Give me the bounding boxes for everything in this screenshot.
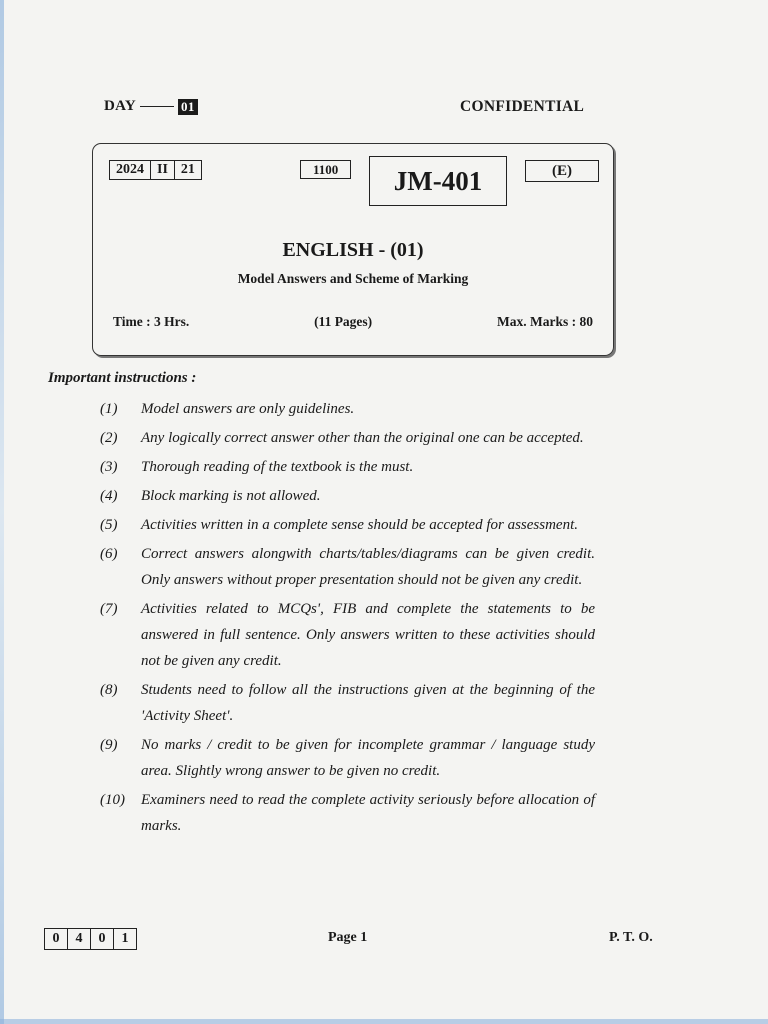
page-edge-left [0, 0, 4, 1024]
instruction-number: (9) [100, 737, 118, 753]
instruction-text: Examiners need to read the complete activity seriously before allocation of marks. [141, 792, 595, 834]
instruction-item [100, 483, 595, 509]
instruction-item [100, 541, 595, 593]
max-marks: Max. Marks : 80 [497, 314, 593, 329]
footer-code-cells [44, 928, 137, 950]
instruction-item [100, 425, 595, 451]
instruction-number: (1) [100, 401, 118, 417]
confidential-label: CONFIDENTIAL [460, 98, 585, 115]
time-allowed: Time : 3 Hrs. [113, 314, 190, 329]
paper-info-box [92, 143, 614, 356]
instruction-number: (4) [100, 488, 118, 504]
day-dash [140, 106, 174, 107]
instruction-item [100, 732, 595, 784]
subject-title: ENGLISH - (01) [282, 239, 424, 261]
pto-label: P. T. O. [609, 930, 653, 945]
day-indicator [104, 98, 198, 115]
instruction-item [100, 454, 595, 480]
language-code: (E) [525, 160, 599, 182]
footer-code-digit: 0 [91, 929, 114, 949]
instruction-text: Thorough reading of the textbook is the must. [141, 459, 414, 475]
paper-code-cells [109, 160, 202, 180]
instruction-number: (6) [100, 546, 118, 562]
instruction-text: Block marking is not allowed. [141, 488, 321, 504]
paper-code: JM-401 [369, 156, 507, 206]
instruction-item [100, 596, 595, 674]
instruction-number: (3) [100, 459, 118, 475]
instruction-number: (8) [100, 682, 118, 698]
page-edge-bottom [0, 1019, 768, 1024]
day-number: 01 [178, 99, 198, 115]
footer-code-digit: 4 [68, 929, 91, 949]
code-cell-session: II [151, 161, 175, 179]
instructions-heading: Important instructions : [48, 370, 197, 386]
instruction-text: Any logically correct answer other than the original one can be accepted. [141, 430, 584, 446]
footer-code-digit: 1 [121, 931, 129, 946]
day-label: DAY [104, 98, 137, 114]
instruction-number: (5) [100, 517, 118, 533]
instructions-list [100, 396, 595, 842]
instruction-text: Activities related to MCQs', FIB and complete the statements to be answered in full sentence. Only answers written to these activities should not be given any credit. [141, 601, 595, 669]
instruction-item [100, 512, 595, 538]
instruction-item [100, 396, 595, 422]
instruction-item [100, 677, 595, 729]
instruction-number: (7) [100, 601, 118, 617]
instruction-item [100, 787, 595, 839]
instruction-text: Activities written in a complete sense should be accepted for assessment. [141, 517, 578, 533]
page-number: Page 1 [328, 930, 368, 945]
instruction-text: Students need to follow all the instructions given at the beginning of the 'Activity Sheet'. [141, 682, 595, 724]
instruction-text: Model answers are only guidelines. [141, 401, 355, 417]
code-cell-day: 21 [180, 162, 195, 177]
subject-subtitle: Model Answers and Scheme of Marking [237, 271, 469, 286]
footer-code-digit: 0 [45, 929, 68, 949]
code-1100: 1100 [300, 160, 351, 179]
code-cell-year: 2024 [110, 161, 151, 179]
instruction-text: Correct answers alongwith charts/tables/diagrams can be given credit. Only answers without proper presentation should not be given any credit. [141, 546, 595, 588]
instruction-number: (2) [100, 430, 118, 446]
instruction-number: (10) [100, 792, 125, 808]
instruction-text: No marks / credit to be given for incomplete grammar / language study area. Slightly wrong answer to be given no credit. [141, 737, 595, 779]
page-count: (11 Pages) [314, 314, 373, 329]
paper-meta-row [113, 314, 593, 330]
